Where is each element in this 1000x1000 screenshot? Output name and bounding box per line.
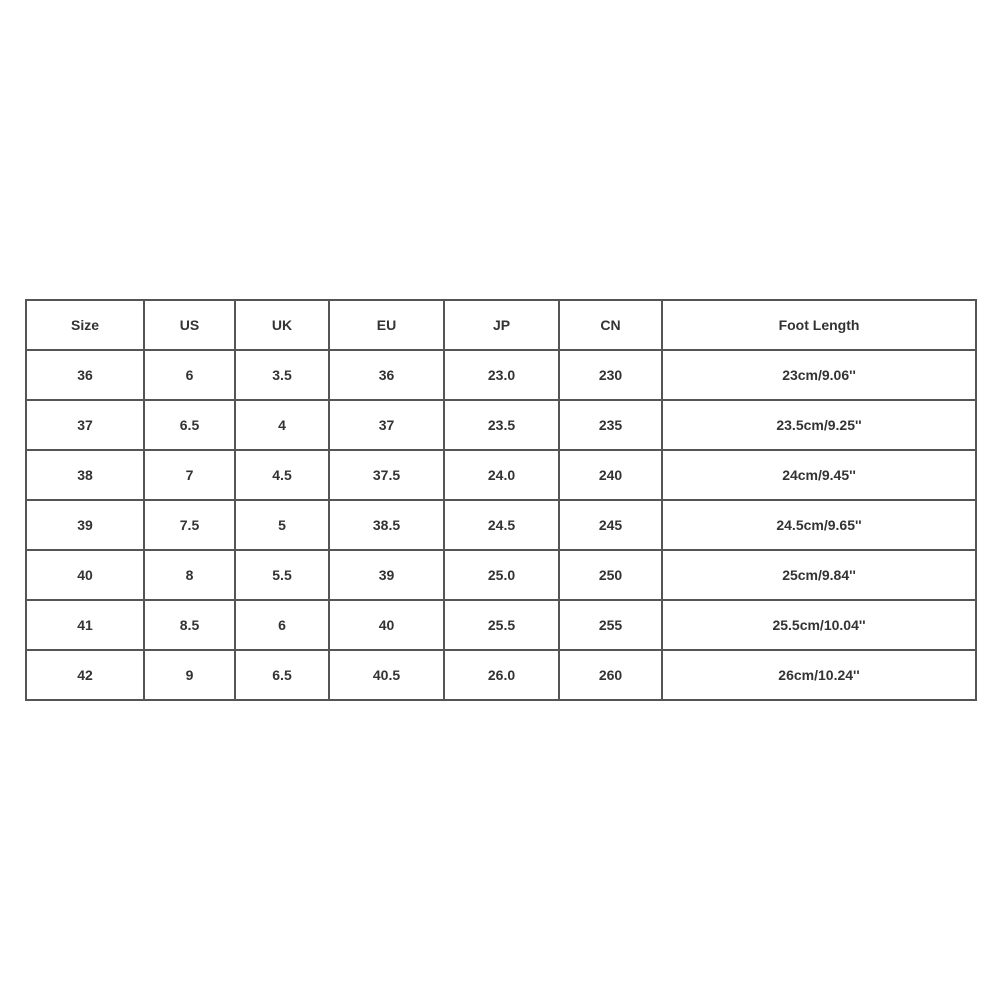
cell-us: 6.5 <box>144 400 235 450</box>
size-chart-table <box>25 299 977 701</box>
header-jp: JP <box>444 300 559 350</box>
cell-cn: 255 <box>559 600 662 650</box>
cell-uk: 4 <box>235 400 329 450</box>
cell-foot-length: 26cm/10.24'' <box>662 650 976 700</box>
cell-foot-length: 24cm/9.45'' <box>662 450 976 500</box>
cell-jp: 25.5 <box>444 600 559 650</box>
cell-eu: 39 <box>329 550 444 600</box>
cell-uk: 6 <box>235 600 329 650</box>
table-row <box>26 400 976 450</box>
cell-eu: 38.5 <box>329 500 444 550</box>
cell-uk: 4.5 <box>235 450 329 500</box>
cell-size: 36 <box>26 350 144 400</box>
cell-jp: 24.5 <box>444 500 559 550</box>
table-row <box>26 550 976 600</box>
cell-cn: 240 <box>559 450 662 500</box>
cell-cn: 260 <box>559 650 662 700</box>
cell-eu: 36 <box>329 350 444 400</box>
cell-cn: 250 <box>559 550 662 600</box>
cell-cn: 235 <box>559 400 662 450</box>
cell-us: 7.5 <box>144 500 235 550</box>
cell-size: 40 <box>26 550 144 600</box>
cell-uk: 5 <box>235 500 329 550</box>
table-row <box>26 600 976 650</box>
cell-us: 8.5 <box>144 600 235 650</box>
cell-eu: 40.5 <box>329 650 444 700</box>
cell-jp: 24.0 <box>444 450 559 500</box>
cell-jp: 25.0 <box>444 550 559 600</box>
cell-size: 38 <box>26 450 144 500</box>
header-us: US <box>144 300 235 350</box>
table-row <box>26 450 976 500</box>
table-row <box>26 350 976 400</box>
cell-size: 39 <box>26 500 144 550</box>
header-foot-length: Foot Length <box>662 300 976 350</box>
cell-jp: 23.5 <box>444 400 559 450</box>
cell-size: 41 <box>26 600 144 650</box>
cell-eu: 37.5 <box>329 450 444 500</box>
header-cn: CN <box>559 300 662 350</box>
cell-foot-length: 23cm/9.06'' <box>662 350 976 400</box>
cell-foot-length: 23.5cm/9.25'' <box>662 400 976 450</box>
cell-uk: 6.5 <box>235 650 329 700</box>
cell-cn: 230 <box>559 350 662 400</box>
cell-uk: 3.5 <box>235 350 329 400</box>
cell-foot-length: 24.5cm/9.65'' <box>662 500 976 550</box>
header-row <box>26 300 976 350</box>
cell-eu: 40 <box>329 600 444 650</box>
cell-us: 8 <box>144 550 235 600</box>
header-uk: UK <box>235 300 329 350</box>
cell-us: 7 <box>144 450 235 500</box>
header-size: Size <box>26 300 144 350</box>
cell-foot-length: 25.5cm/10.04'' <box>662 600 976 650</box>
cell-size: 42 <box>26 650 144 700</box>
table-row <box>26 500 976 550</box>
header-eu: EU <box>329 300 444 350</box>
table-row <box>26 650 976 700</box>
cell-jp: 26.0 <box>444 650 559 700</box>
cell-foot-length: 25cm/9.84'' <box>662 550 976 600</box>
cell-eu: 37 <box>329 400 444 450</box>
cell-size: 37 <box>26 400 144 450</box>
cell-us: 6 <box>144 350 235 400</box>
cell-uk: 5.5 <box>235 550 329 600</box>
cell-us: 9 <box>144 650 235 700</box>
cell-jp: 23.0 <box>444 350 559 400</box>
cell-cn: 245 <box>559 500 662 550</box>
